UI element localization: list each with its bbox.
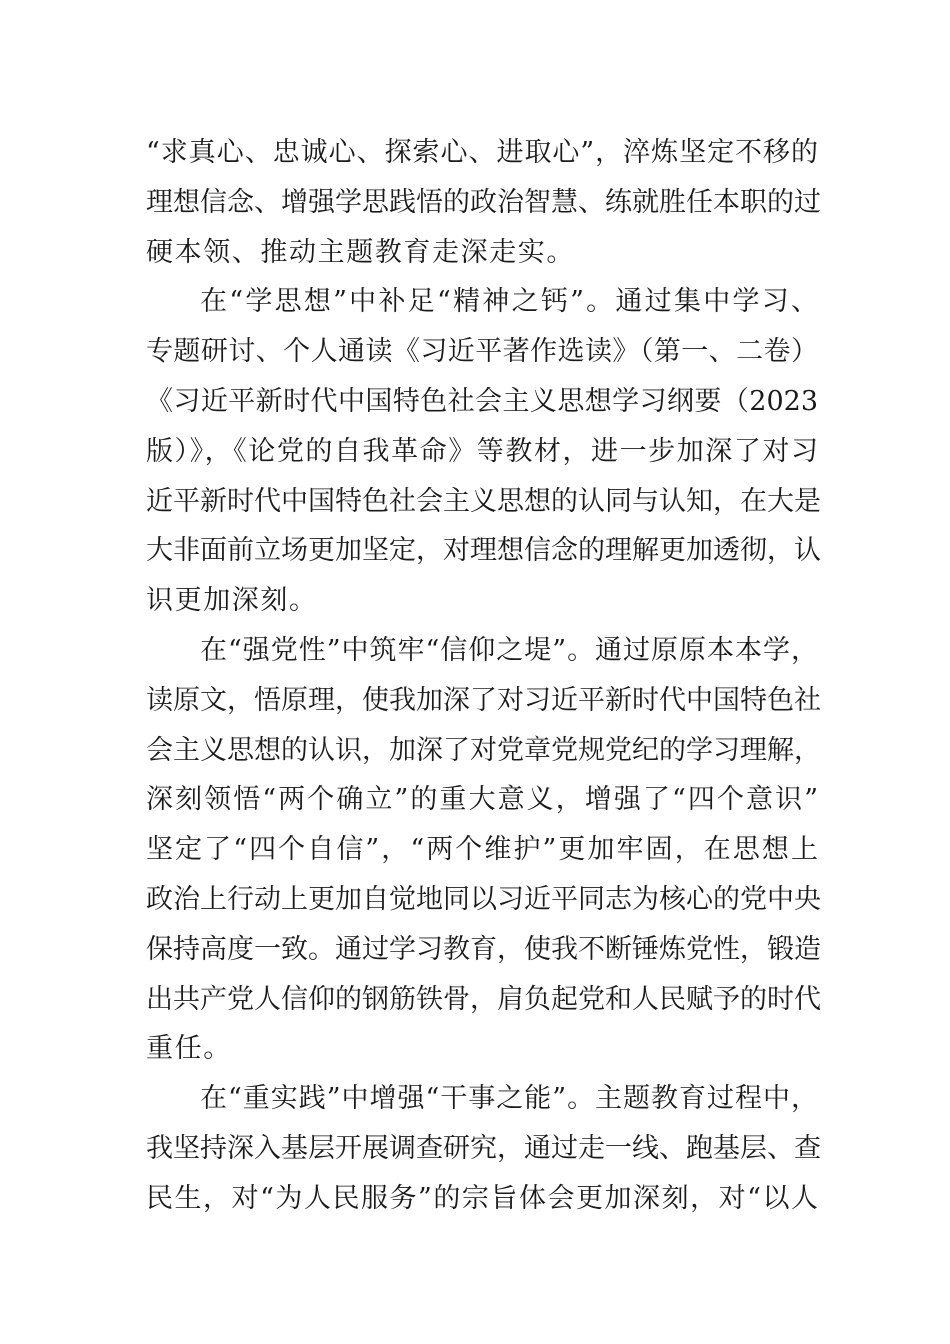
paragraph-line: 版）》，《论党的自我革命》等教材，进一步加深了对习	[146, 435, 818, 467]
paragraph-line: 在“强党性”中筑牢“信仰之堤”。通过原原本本学，	[200, 634, 818, 666]
paragraph-line: 在“学思想”中补足“精神之钙”。通过集中学习、	[200, 286, 818, 318]
paragraph-1	[146, 128, 821, 277]
paragraph-line: 理想信念、增强学思践悟的政治智慧、练就胜任本职的过	[146, 186, 821, 218]
paragraph-line: 会主义思想的认识，加深了对党章党规党纪的学习理解，	[146, 734, 821, 766]
paragraph-line: 读原文，悟原理，使我加深了对习近平新时代中国特色社	[146, 684, 821, 716]
paragraph-line: 深刻领悟“两个确立”的重大意义，增强了“四个意识”	[146, 784, 818, 816]
paragraph-line: 重任。	[146, 1033, 232, 1065]
paragraph-line: 坚定了“四个自信”，“两个维护”更加牢固，在思想上	[146, 834, 818, 866]
paragraph-line: 民生，对“为人民服务”的宗旨体会更加深刻，对“以人	[146, 1182, 818, 1214]
paragraph-2	[146, 277, 821, 626]
document-body	[146, 128, 821, 1224]
paragraph-line: 专题研讨、个人通读《习近平著作选读》（第一、二卷）	[146, 336, 818, 368]
paragraph-3	[146, 626, 821, 1074]
paragraph-line: 在“重实践”中增强“干事之能”。主题教育过程中，	[200, 1083, 818, 1115]
paragraph-line: “求真心、忠诚心、探索心、进取心”，淬炼坚定不移的	[146, 137, 818, 168]
paragraph-line: 识更加深刻。	[146, 585, 318, 617]
paragraph-line: 《习近平新时代中国特色社会主义思想学习纲要（2023	[146, 385, 818, 417]
paragraph-line: 硬本领、推动主题教育走深走实。	[146, 236, 575, 268]
paragraph-4	[146, 1074, 821, 1223]
paragraph-line: 近平新时代中国特色社会主义思想的认同与认知，在大是	[146, 485, 821, 517]
paragraph-line: 我坚持深入基层开展调查研究，通过走一线、跑基层、查	[146, 1132, 821, 1164]
paragraph-line: 出共产党人信仰的钢筋铁骨，肩负起党和人民赋予的时代	[146, 983, 821, 1015]
paragraph-line: 政治上行动上更加自觉地同以习近平同志为核心的党中央	[146, 883, 821, 915]
paragraph-line: 保持高度一致。通过学习教育，使我不断锤炼党性，锻造	[146, 933, 821, 965]
paragraph-line: 大非面前立场更加坚定，对理想信念的理解更加透彻，认	[146, 535, 821, 567]
